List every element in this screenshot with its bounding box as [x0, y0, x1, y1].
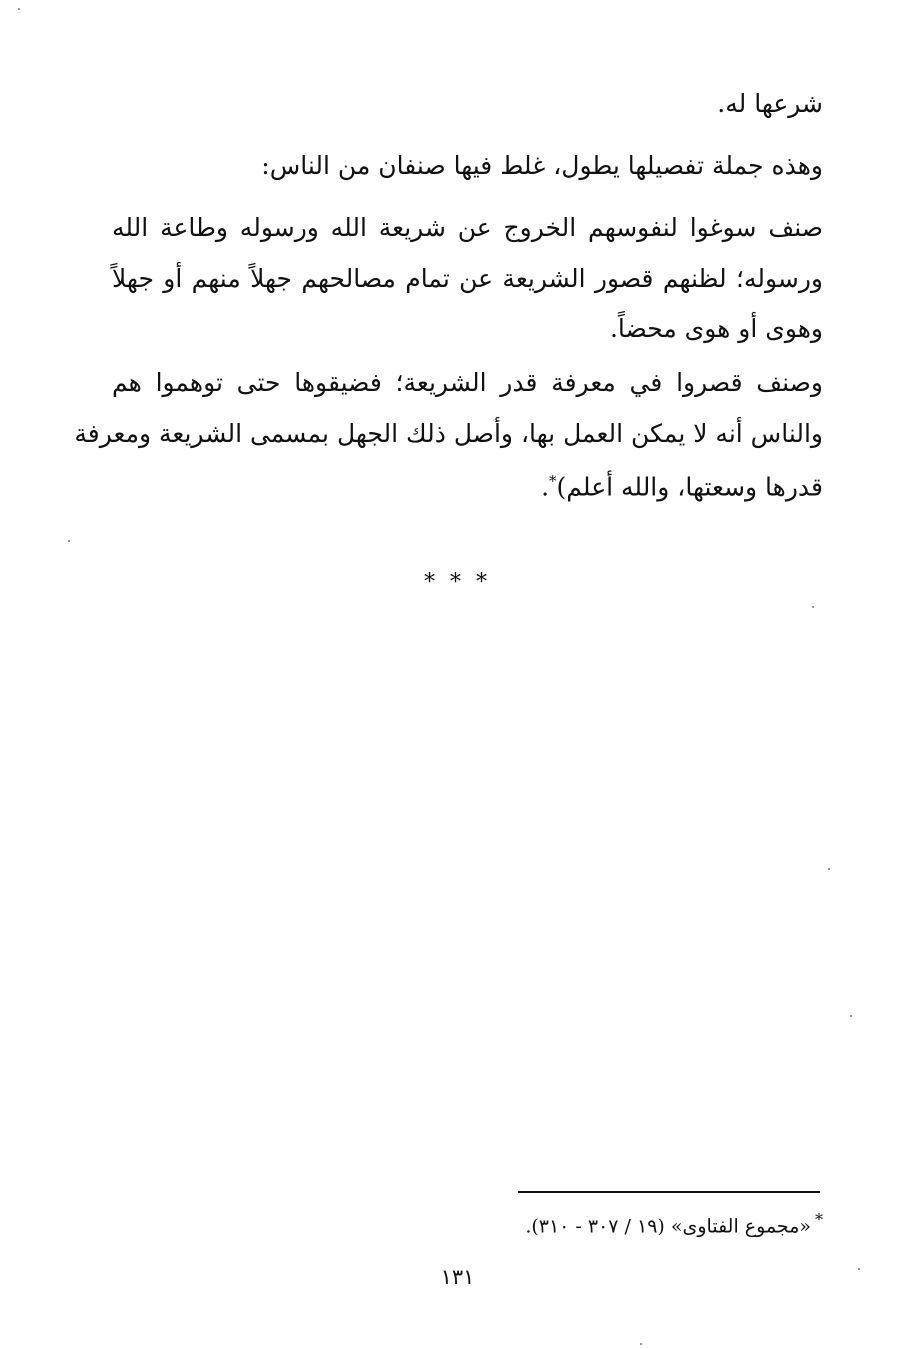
scan-speck — [68, 540, 70, 542]
scan-speck — [640, 1343, 642, 1345]
footnote — [525, 1203, 823, 1243]
body-line-3: صنف سوغوا لنفوسهم الخروج عن شريعة الله ورسوله وطاعة الله — [112, 213, 823, 242]
section-separator: * * * — [424, 570, 491, 595]
body-line-7: والناس أنه لا يمكن العمل بها، وأصل ذلك الجهل بمسمى الشريعة ومعرفة — [74, 419, 823, 448]
body-line-5: وهوى أو هوى محضاً. — [609, 314, 823, 343]
body-line-8-end: . — [541, 472, 550, 502]
scan-speck — [812, 606, 814, 608]
footnote-marker: * — [815, 1210, 823, 1229]
footnote-divider — [518, 1191, 820, 1193]
scan-speck — [828, 868, 830, 870]
body-line-2: وهذه جملة تفصيلها يطول، غلط فيها صنفان من الناس: — [261, 151, 823, 180]
footnote-reference-mark: * — [549, 472, 557, 490]
body-line-6: وصنف قصروا في معرفة قدر الشريعة؛ فضيقوها حتى توهموا هم — [112, 368, 823, 397]
footnote-text: «مجموع الفتاوى» (١٩ / ٣٠٧ - ٣١٠). — [525, 1215, 811, 1238]
scan-speck — [850, 1015, 852, 1017]
scan-speck — [18, 8, 20, 10]
body-line-1: شرعها له. — [717, 89, 823, 118]
body-line-8 — [541, 461, 823, 507]
page-number: ١٣١ — [440, 1265, 475, 1289]
body-line-8-text: قدرها وسعتها، والله أعلم) — [556, 472, 823, 502]
body-line-4: ورسوله؛ لظنهم قصور الشريعة عن تمام مصالحهم جهلاً منهم أو جهلاً — [112, 264, 823, 293]
scan-speck — [858, 1268, 860, 1270]
